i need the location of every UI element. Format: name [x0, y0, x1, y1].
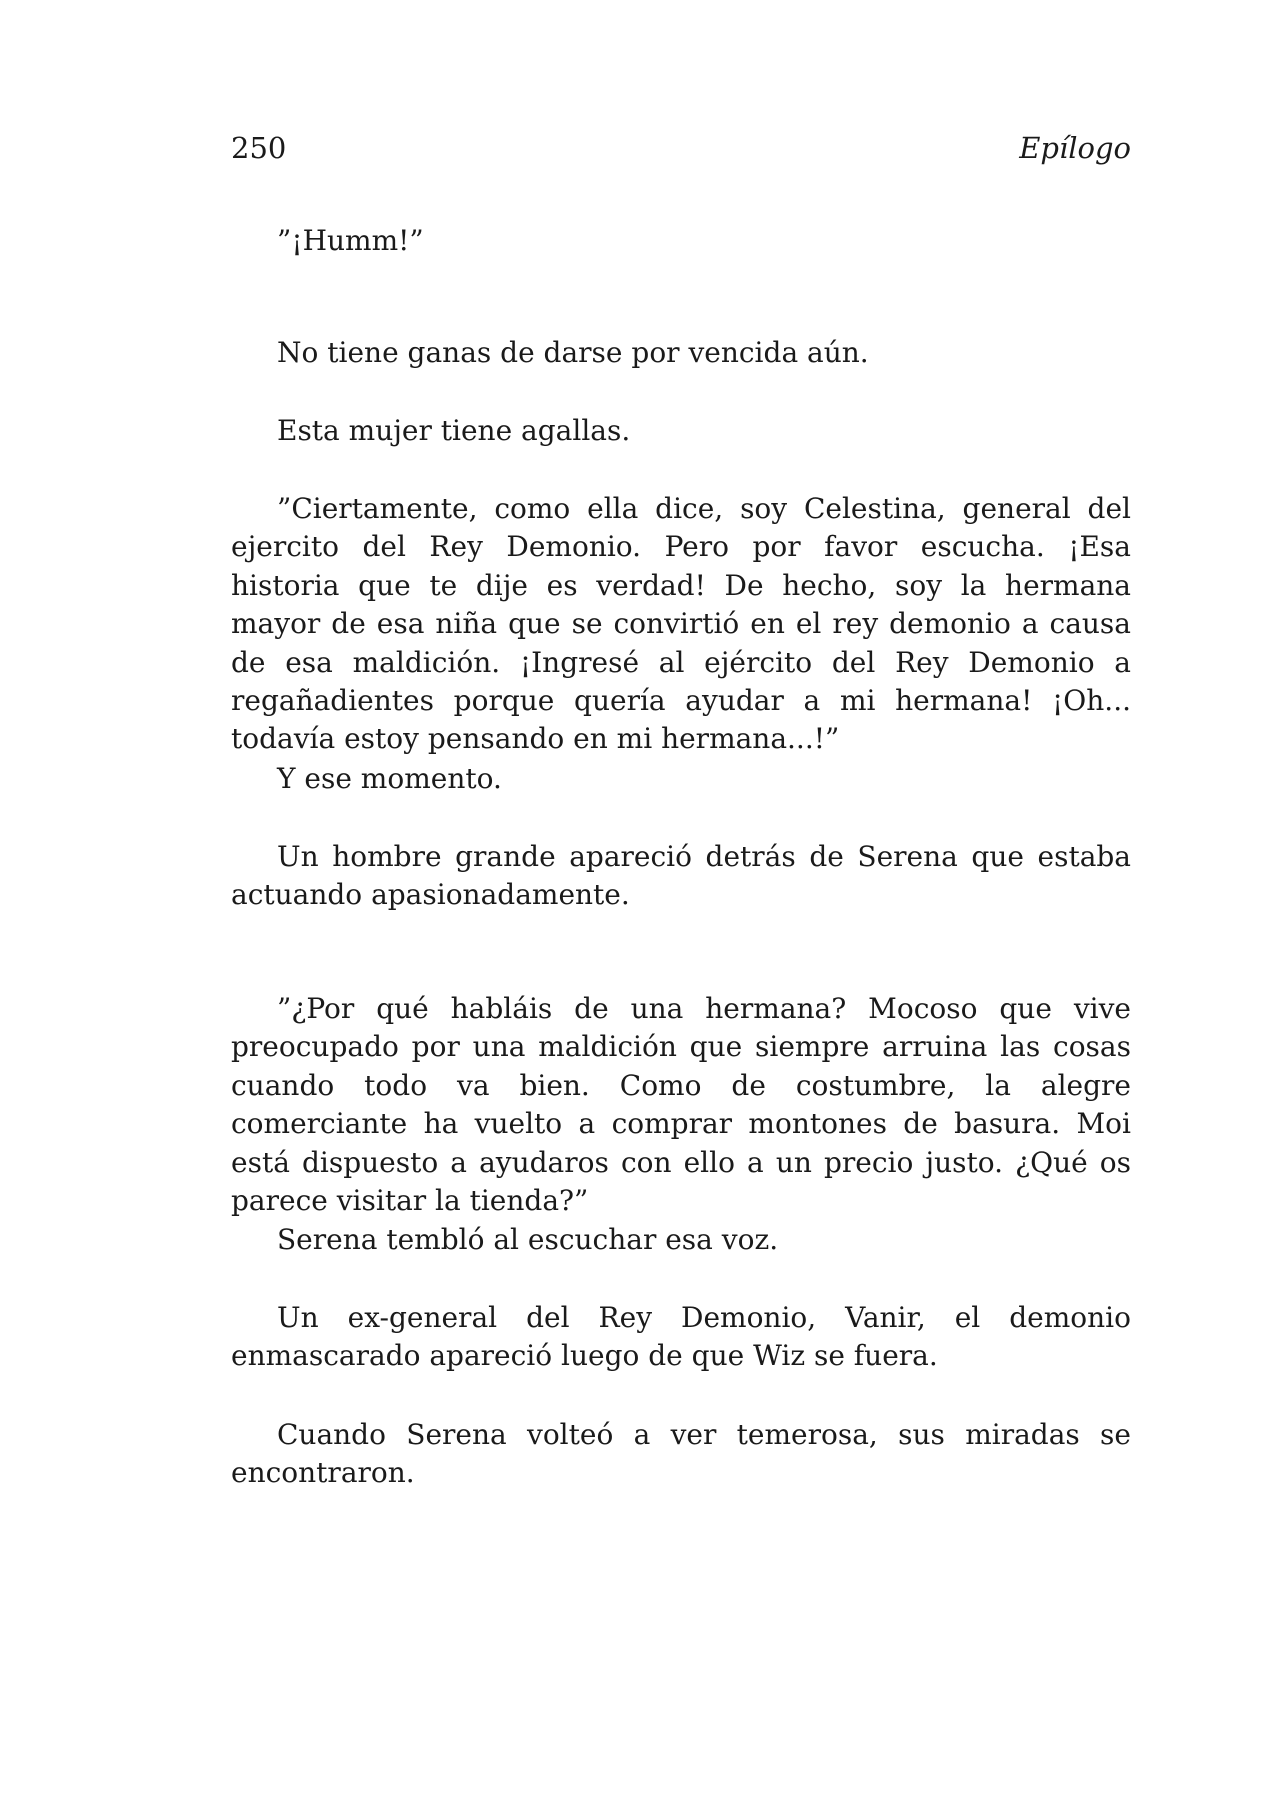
paragraph-5: Y ese momento. [277, 762, 502, 795]
paragraph-9: Un ex-general del Rey Demonio, Vanir, el demonio enmascarado apareció luego de que Wiz se fuera. [231, 1301, 1131, 1373]
paragraph-3: Esta mujer tiene agallas. [277, 414, 631, 447]
page-number: 250 [231, 131, 287, 165]
paragraph-8: Serena tembló al escuchar esa voz. [277, 1223, 779, 1256]
chapter-title: Epílogo [1019, 131, 1131, 165]
running-head [231, 128, 1131, 168]
paragraph-7: ”¿Por qué habláis de una hermana? Mocoso que vive preocupado por una maldición que siempre arruina las cosas cuando todo va bien. Como de costumbre, la alegre comerciante ha vuelto a comprar montones de basura. Moi está dispuesto a ayudaros con ello a un precio justo. ¿Qué os parece visitar la tienda?” [231, 992, 1131, 1218]
paragraph-10: Cuando Serena volteó a ver temerosa, sus miradas se encontraron. [231, 1418, 1131, 1490]
paragraph-4: ”Ciertamente, como ella dice, soy Celestina, general del ejercito del Rey Demonio. Pero por favor escucha. ¡Esa historia que te dije es verdad! De hecho, soy la hermana mayor de esa niña que se convirtió en el rey demonio a causa de esa maldición. ¡Ingresé al ejército del Rey Demonio a regañadientes porque quería ayudar a mi hermana! ¡Oh... todavía estoy pensando en mi hermana...!” [231, 492, 1131, 756]
paragraph-6: Un hombre grande apareció detrás de Serena que estaba actuando apasionadamente. [231, 840, 1131, 912]
book-page [231, 0, 1131, 1807]
paragraph-1: ”¡Humm!” [277, 224, 424, 257]
paragraph-2: No tiene ganas de darse por vencida aún. [277, 336, 869, 369]
